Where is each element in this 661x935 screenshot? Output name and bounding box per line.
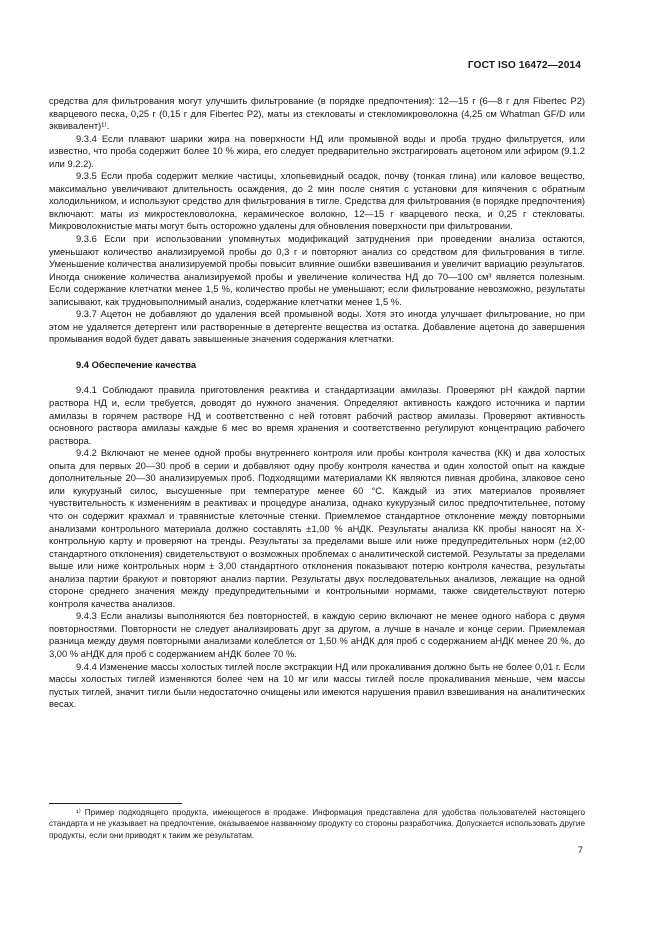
paragraph-9-3-4: 9.3.4 Если плавают шарики жира на поверхности НД или промывной воды и проба трудно фильтруется, или известно, что проба содержит более 10 % жира, его следует предварительно экстрагировать ацетоном или эфиром (9.1.2 или 9.2.2). [49,133,585,169]
paragraph-9-4-4: 9.4.4 Изменение массы холостых тиглей после экстракции НД или прокаливания должно быть не более 0,01 г. Если массы холостых тиглей изменяются более чем на 10 мг или массы тиглей после прокаливания меньше, чем массы пустых тиглей, значит тигли были недостаточно очищены или имеются нарушения правил взвешивания на аналитических весах. [49,661,585,710]
section-heading-9-4: 9.4 Обеспечение качества [76,359,197,370]
paragraph-9-4-3: 9.4.3 Если анализы выполняются без повторностей, в каждую серию включают не менее одного набора с двумя повторностями. Повторности не следует анализировать друг за другом, а лучше в начале и конце серии. Приемлемая разница между двумя повторными анализами колеблется от 1,50 % аНДК для проб с содержанием аНДК менее 20 %, до 3,00 % аНДК для проб с содержанием аНДК более 70 %. [49,611,585,659]
intro-paragraph: средства для фильтрования могут улучшить фильтрование (в порядке предпочтения): 12—15 г (6—8 г для Fibertec P2) кварцевого песка, 0,25 г (0,15 г для Fibertec P2), маты из стекловаты и стекломикроволокна (4,25 см Whatman GF/D или эквивалент)¹⁾. [49,96,585,132]
page-number: 7 [577,844,583,855]
document-body [49,95,585,711]
footnote [49,807,585,841]
footnote-text: ¹⁾ Пример подходящего продукта, имеющегося в продаже. Информация представлена для удобства пользователей настоящего стандарта и не указывает на предпочтение, оказываемое названному продукту со стороны разработчика. Допускается использовать другие продукты, если они приводят к таким же результатам. [49,808,585,840]
footnote-separator [49,803,182,804]
paragraph-9-4-2: 9.4.2 Включают не менее одной пробы внутреннего контроля или пробы контроля качества (КК) и два холостых опыта для первых 20—30 проб в серии и добавляют одну пробу контроля качества и один холостой опыт на каждые дополнительные 20—30 анализируемых проб. Подходящими материалами КК являются пивная дробина, злаковое сено или кукурузный силос, высушенные при температуре менее 60 °С. Каждый из этих материалов проявляет чувствительность к изменениям в реактивах и процедуре анализа, однако кукурузный силос предпочтительнее, потому что он содержит крахмал и травянистые клеточные стенки. Приемлемое стандартное отклонение между повторными анализами контрольного материала должно составлять ±1,00 % аНДК. Результаты анализа КК пробы наносят на Х-контрольную карту и проверяют на тренды. Результаты за пределами выше или ниже предупредительных норм (±2,00 стандартного отклонения) свидетельствуют о возможных проблемах с аналитической системой. Результаты за пределами выше или ниже контрольных норм ± 3,00 стандартного отклонения показывают потерю контроля качества, результаты анализа партии бракуют и повторяют анализ партии. Результаты двух последовательных анализов, лежащие на одной стороне среднего значения между предупредительными и контрольными нормами, также свидетельствуют потерю контроля качества анализов. [49,448,585,609]
paragraph-9-3-7: 9.3.7 Ацетон не добавляют до удаления всей промывной воды. Хотя это иногда улучшает фильтрование, но при этом не удаляется детергент или растворенные в детергенте вещества из остатка. Добавление ацетона до завершения промывания водой будет давать завышенные значения содержания клетчатки. [49,309,585,345]
paragraph-9-3-6: 9.3.6 Если при использовании упомянутых модификаций затруднения при проведении анализа остаются, уменьшают количество анализируемой пробы до 0,3 г и повторяют анализ со средством для фильтрования в тигле. Уменьшение количества анализируемой пробы повысит влияние ошибки взвешивания и увеличит вариацию результатов. Иногда снижение количества анализируемой пробы и увеличение количества НД до 70—100 см³ является полезным. Если содержание клетчатки менее 1,5 %, количество пробы не уменьшают; если фильтрование невозможно, результаты записывают, как трудновыполнимый анализ, содержание клетчатки менее 1,5 %. [49,234,585,307]
paragraph-9-3-5: 9.3.5 Если проба содержит мелкие частицы, хлопьевидный осадок, почву (тонкая глина) или каловое вещество, максимально увеличивают длительность осаждения, до 2 мин после снятия с установки для кипячения с обратным холодильником, и используют средство для фильтрования в тигле. Средства для фильтрования (в порядке предпочтения) включают: маты из микростекловолокна, керамическое волокно, 12—15 г кварцевого песка, и 0,25 г стекловаты. Микроволокнистые маты могут быть осторожно удалены для обновления поверхности при фильтровании. [49,171,585,232]
document-code-header: ГОСТ ISO 16472—2014 [467,60,581,71]
paragraph-9-4-1: 9.4.1 Соблюдают правила приготовления реактива и стандартизации амилазы. Проверяют pH каждой партии раствора НД и, если требуется, доводят до нужного значения. Определяют активность каждого источника и партии амилазы в горячем растворе НД и соответственно с ней готовят рабочий раствор амилазы. Проверяют активность основного раствора амилазы каждые 6 мес во время хранения и соответственно регулируют концентрацию рабочего раствора. [49,385,585,446]
